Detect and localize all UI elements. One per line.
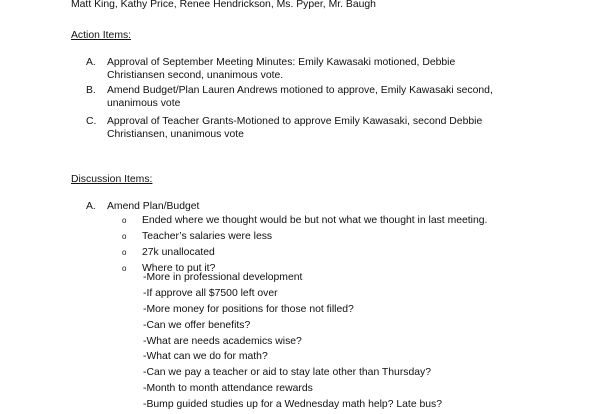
text-line: unanimous vote <box>107 98 181 110</box>
list-item: -Can we pay a teacher or aid to stay late other than Thursday? <box>143 367 432 379</box>
list-item: -More in professional development <box>143 272 303 283</box>
discussion-items-heading: Discussion Items: <box>71 174 153 185</box>
text-line: Christiansen, unanimous vote <box>107 129 244 141</box>
bullet-marker: o <box>122 248 127 258</box>
list-item: -More money for positions for those not filled? <box>143 303 354 315</box>
action-item-text <box>107 115 482 142</box>
attendees-line: Matt King, Kathy Price, Renee Hendrickson, Ms. Pyper, Mr. Baugh <box>71 0 376 10</box>
list-item: -Month to month attendance rewards <box>143 383 313 395</box>
bullet-text: Where to put it? <box>142 263 216 275</box>
bullet-marker: o <box>122 232 127 242</box>
list-marker: B. <box>86 85 96 96</box>
list-item: -Can we offer benefits? <box>143 319 251 331</box>
bullet-text: Ended where we thought would be but not what we thought in last meeting. <box>142 215 488 226</box>
text-line: Approval of Teacher Grants-Motioned to approve Emily Kawasaki, second Debbie <box>107 116 483 127</box>
list-item: -Bump guided studies up for a Wednesday math help? Late bus? <box>143 399 443 411</box>
list-marker: C. <box>86 116 97 127</box>
list-marker: A. <box>86 201 96 212</box>
text-line: Amend Budget/Plan Lauren Andrews motioned to approve, Emily Kawasaki second, <box>107 85 493 96</box>
bullet-text: Teacher’s salaries were less <box>142 231 273 243</box>
text-line: Amend Plan/Budget <box>107 201 200 212</box>
text-line: Christiansen second, unanimous vote. <box>107 70 284 82</box>
action-item-text <box>107 56 455 83</box>
action-items-heading: Action Items: <box>71 30 132 41</box>
bullet-marker: o <box>122 216 127 225</box>
list-item: -What are needs academics wise? <box>143 335 302 347</box>
bullet-marker: o <box>122 264 127 274</box>
list-marker: A. <box>86 57 96 68</box>
text-line: Approval of September Meeting Minutes: Emily Kawasaki motioned, Debbie <box>107 57 456 68</box>
list-item: -If approve all $7500 left over <box>143 287 278 299</box>
sub-item-list <box>143 271 442 414</box>
list-item: -What can we do for math? <box>143 351 268 363</box>
discussion-item-title <box>107 200 199 213</box>
action-item-text <box>107 84 493 111</box>
bullet-text: 27k unallocated <box>142 247 215 259</box>
